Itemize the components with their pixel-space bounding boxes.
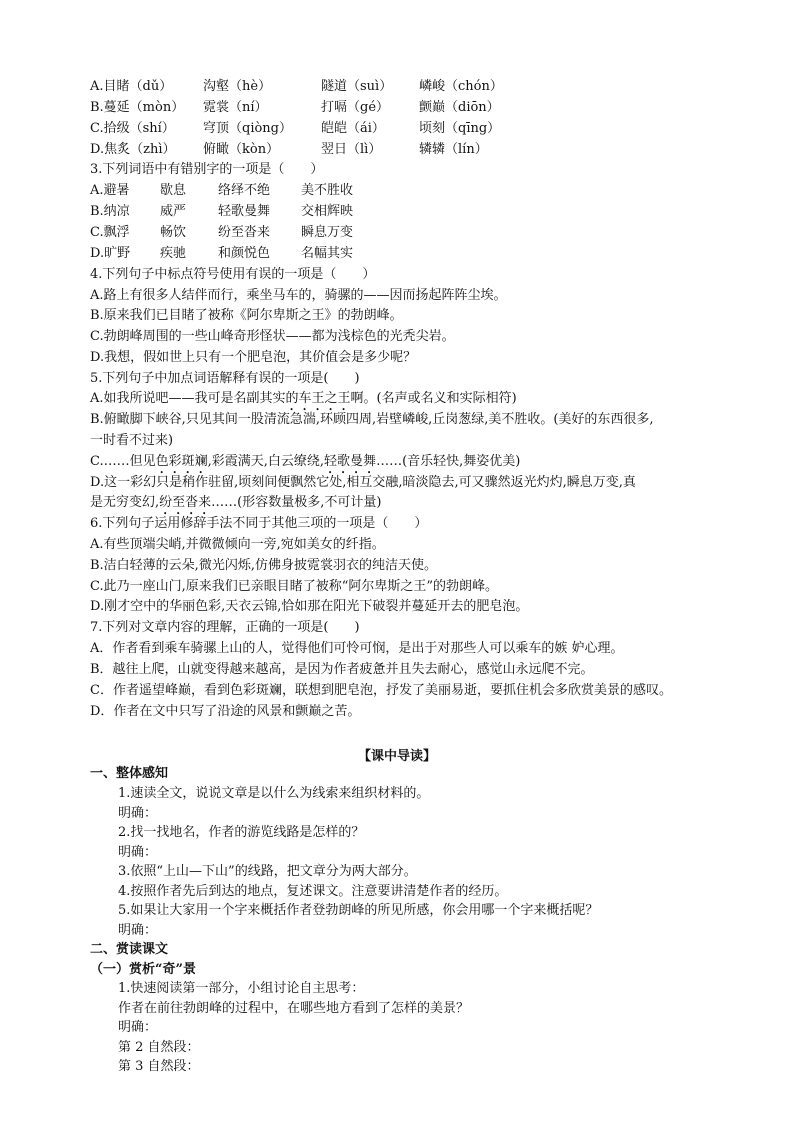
q7-option-c: C．作者遥望峰巅，看到色彩斑斓，联想到肥皂泡，抒发了美丽易逝，要抓住机会多欣赏美景的感叹。 <box>90 683 672 698</box>
q7-stem: 7.下列对文章内容的理解，正确的一项是( ) <box>90 620 360 635</box>
q2-c-4: 顷刻（qīng） <box>419 121 501 136</box>
text: 啊。(名声或名义和实际相符) <box>350 391 517 406</box>
q2-c-1: C.拾级（shí） <box>90 121 175 136</box>
q3-c-1: C.飘浮 <box>90 225 130 240</box>
part1-m1: 明确： <box>118 806 158 821</box>
q2-c-3: 皑皑（ái） <box>321 121 385 136</box>
part2-p2: 第 2 自然段： <box>118 1040 200 1055</box>
part2-p3: 第 3 自然段： <box>118 1059 200 1074</box>
dotted-word: 色彩斑斓 <box>155 454 208 469</box>
q3-a-2: 歇息 <box>160 183 187 198</box>
part2-q1: 1.快速阅读第一部分，小组讨论自主思考： <box>118 981 365 996</box>
q2-b-2: 霓裳（ní） <box>203 100 268 115</box>
q2-a-4: 嶙峻（chón） <box>419 79 503 94</box>
section-title: 【课中导读】 <box>357 749 436 764</box>
q2-c-2: 穹顶（qiòng） <box>203 121 293 136</box>
dotted-word: 轻歌曼舞 <box>324 454 377 469</box>
q2-d-2: 俯瞰（kòn） <box>203 142 280 157</box>
q2-b-3: 打嗝（gé） <box>321 100 390 115</box>
q6-option-d: D.刚才空中的华丽色彩,天衣云锦,恰如那在阳光下破裂并蔓延开去的肥皂泡。 <box>90 599 529 614</box>
q3-b-1: B.纳凉 <box>90 204 130 219</box>
text: A.如我所说吧——我可是名副其实 <box>90 391 286 406</box>
q3-c-2: 畅饮 <box>160 225 187 240</box>
part1-q2: 2.找一找地名，作者的游览线路是怎样的？ <box>118 825 365 840</box>
q3-d-2: 疾驰 <box>160 246 187 261</box>
q2-a-3: 隧道（suì） <box>321 79 393 94</box>
q4-option-a: A.路上有很多人结伴而行，乘坐马车的，骑骡的——因而扬起阵阵尘埃。 <box>90 288 507 303</box>
q4-option-c: C.勃朗峰周围的一些山峰奇形怪状——都为浅棕色的光秃尖岩。 <box>90 329 455 344</box>
q2-a-1: A.目睹（dǔ） <box>90 79 173 94</box>
q7-option-b: B．越往上爬，山就变得越来越高，是因为作者疲惫并且失去耐心，感觉山永远爬不完。 <box>90 662 594 677</box>
text: ……(形容数量极多,不可计量) <box>211 495 382 510</box>
q6-stem: 6.下列句子运用修辞手法不同于其他三项的一项是（ ） <box>90 516 428 531</box>
part1-m5: 明确： <box>118 923 158 938</box>
q3-d-3: 和颜悦色 <box>218 246 271 261</box>
part2-heading: 二、赏读课文 <box>90 942 169 957</box>
text: ,彩霞满天,白云缭绕, <box>207 454 325 469</box>
q3-d-4: 名幅其实 <box>301 246 354 261</box>
dotted-word: 纷至沓来 <box>159 495 212 510</box>
q6-option-b: B.洁白轻薄的云朵,微光闪烁,仿佛身披霓裳羽衣的纯洁天使。 <box>90 558 437 573</box>
q5-option-d-line1: D.这一彩幻只是稍作驻留,顷刻间便飘然它处,相互交融,暗淡隐去,可又骤然返光灼灼,瞬息万变,真 <box>90 475 636 490</box>
q5-stem: 5.下列句子中加点词语解释有误的一项是( ) <box>90 371 360 386</box>
q3-b-3: 轻歌曼舞 <box>218 204 271 219</box>
q3-stem: 3.下列词语中有错别字的一项是（ ） <box>90 162 324 177</box>
part2-subheading: （一）赏析“奇”景 <box>90 962 196 977</box>
q4-option-b: B.原来我们已目睹了被称《阿尔卑斯之王》的勃朗峰。 <box>90 308 403 323</box>
q2-d-1: D.焦炙（zhì） <box>90 142 176 157</box>
text: C.……但见 <box>90 454 156 469</box>
q3-d-1: D.旷野 <box>90 246 131 261</box>
dotted-word: 的车王之王 <box>285 391 351 406</box>
q2-b-4: 颤巅（diōn） <box>419 100 500 115</box>
q3-c-4: 瞬息万变 <box>301 225 354 240</box>
part2-q1b: 作者在前往勃朗峰的过程中，在哪些地方看到了怎样的美景？ <box>118 1001 470 1016</box>
q3-a-1: A.避暑 <box>90 183 130 198</box>
part1-q3: 3.依照“上山—下山”的线路，把文章分为两大部分。 <box>118 864 417 879</box>
q4-option-d: D.我想，假如世上只有一个肥皂泡，其价值会是多少呢？ <box>90 350 417 365</box>
part1-q5: 5.如果让大家用一个字来概括作者登勃朗峰的所见所感，你会用哪一个字来概括呢？ <box>118 903 599 918</box>
q6-option-a: A.有些顶端尖峭,并微微倾向一旁,宛如美女的纤指。 <box>90 537 385 552</box>
q2-a-2: 沟壑（hè） <box>203 79 272 94</box>
q5-option-b-line2: 一时看不过来) <box>90 433 174 448</box>
q3-c-3: 纷至沓来 <box>218 225 271 240</box>
q7-option-d: D．作者在文中只写了沿途的风景和颤巅之苦。 <box>90 704 361 719</box>
text: ……(音乐轻快,舞姿优美) <box>376 454 521 469</box>
part2-m1: 明确： <box>118 1020 158 1035</box>
q3-a-4: 美不胜收 <box>301 183 354 198</box>
q2-d-4: 辚辚（lín） <box>419 142 488 157</box>
q4-stem: 4.下列句子中标点符号使用有误的一项是（ ） <box>90 267 376 282</box>
q2-d-3: 翌日（lì） <box>321 142 382 157</box>
q2-b-1: B.蔓延（mòn） <box>90 100 185 115</box>
part1-q1: 1.速读全文，说说文章是以什么为线索来组织材料的。 <box>118 786 430 801</box>
q3-b-2: 威严 <box>160 204 187 219</box>
text: 是无穷变幻, <box>90 495 160 510</box>
part1-m2: 明确： <box>118 845 158 860</box>
q6-option-c: C.此乃一座山门,原来我们已亲眼目睹了被称“阿尔卑斯之王”的勃朗峰。 <box>90 579 499 594</box>
q7-option-a: A．作者看到乘车骑骡上山的人，觉得他们可怜可悯，是出于对那些人可以乘车的嫉 妒心理。 <box>90 641 624 656</box>
q3-a-3: 络绎不绝 <box>218 183 271 198</box>
part1-heading: 一、整体感知 <box>90 766 169 781</box>
q3-b-4: 交相辉映 <box>301 204 354 219</box>
part1-q4: 4.按照作者先后到达的地点，复述课文。注意要讲清楚作者的经历。 <box>118 884 508 899</box>
q5-option-b-line1: B.俯瞰脚下峡谷,只见其间一股清流急湍,环顾四周,岩壁嶙峻,丘岗葱绿,美不胜收。(美好的东西很多, <box>90 412 654 427</box>
